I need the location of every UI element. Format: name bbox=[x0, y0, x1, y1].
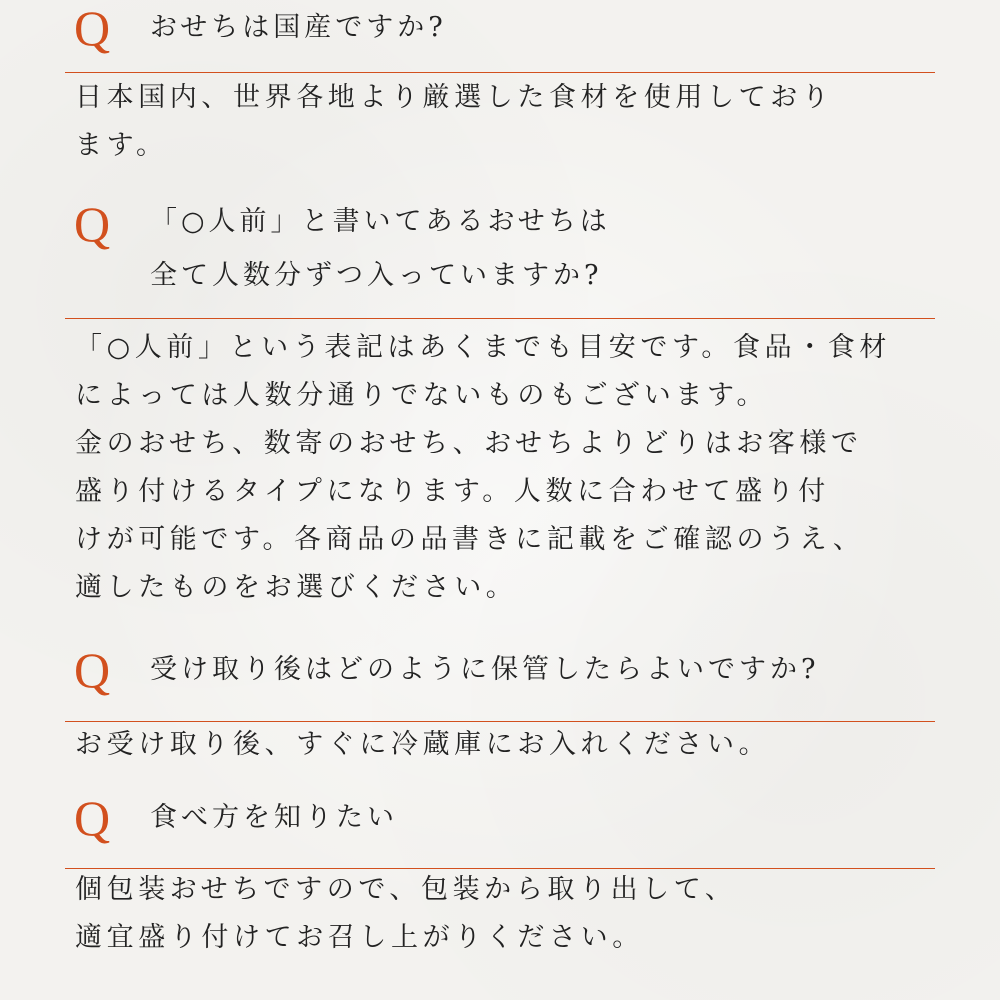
question-line: 全て人数分ずつ入っていますか? bbox=[150, 260, 603, 291]
question-text bbox=[150, 196, 611, 302]
q-mark-icon: Q bbox=[74, 790, 111, 846]
question-text bbox=[150, 2, 447, 54]
answer-line: 日本国内、世界各地より厳選した食材を使用しており bbox=[75, 82, 834, 113]
answer-line: 金のおせち、数寄のおせち、おせちよりどりはお客様で bbox=[75, 428, 863, 459]
answer-line: 適したものをお選びください。 bbox=[75, 572, 518, 603]
question-line: おせちは国産ですか? bbox=[150, 12, 447, 43]
question-text bbox=[150, 792, 398, 844]
question-text bbox=[150, 644, 819, 696]
answer-line: ます。 bbox=[75, 130, 168, 161]
divider bbox=[65, 72, 935, 73]
faq-answer-4 bbox=[75, 866, 955, 962]
question-line: 受け取り後はどのように保管したらよいですか? bbox=[150, 654, 820, 685]
answer-line: けが可能です。各商品の品書きに記載をご確認のうえ、 bbox=[75, 524, 865, 555]
answer-line: 適宜盛り付けてお召し上がりください。 bbox=[75, 922, 644, 953]
answer-line: 個包装おせちですので、包装から取り出して、 bbox=[75, 874, 737, 905]
answer-line: によっては人数分通りでないものもございます。 bbox=[75, 380, 769, 411]
q-mark-icon: Q bbox=[74, 0, 111, 56]
faq-answer-2 bbox=[75, 324, 955, 612]
q-mark-icon: Q bbox=[74, 642, 111, 698]
question-line: 「○人前」と書いてあるおせちは bbox=[150, 206, 611, 237]
divider bbox=[65, 318, 935, 319]
q-mark-icon: Q bbox=[74, 196, 111, 252]
faq-answer-1 bbox=[75, 74, 955, 170]
faq-answer-3 bbox=[75, 721, 955, 769]
answer-line: 盛り付けるタイプになります。人数に合わせて盛り付 bbox=[75, 476, 830, 507]
answer-line: 「○人前」という表記はあくまでも目安です。食品・食材 bbox=[75, 332, 891, 363]
question-line: 食べ方を知りたい bbox=[150, 802, 398, 833]
answer-line: お受け取り後、すぐに冷蔵庫にお入れください。 bbox=[75, 729, 771, 760]
